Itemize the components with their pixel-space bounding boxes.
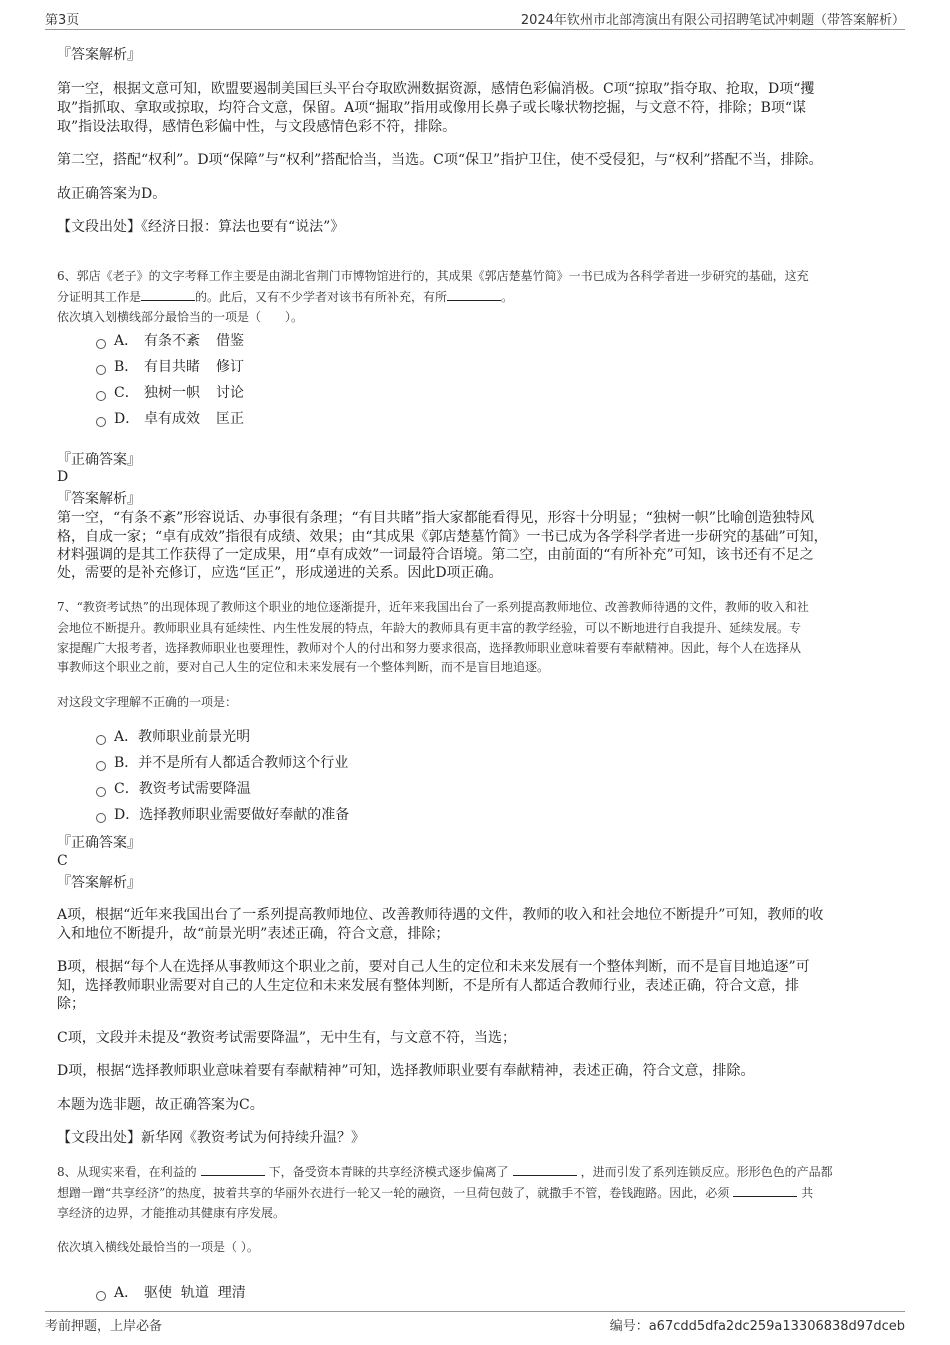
option-label: A． [114, 729, 139, 745]
q6-option-c[interactable] [96, 383, 244, 403]
q7-analysis-line: D项，根据“选择教师职业意味着要有奉献精神”可知，选择教师职业要有奉献精神，表述正确，符合文意，排除。 [57, 1063, 755, 1079]
q8-stem-text: 想蹭一蹭“共享经济”的热度，披着共享的华丽外衣进行一轮又一轮的融资，一旦荷包鼓了，就撒手不管，卷钱跑路。因此，必须 [57, 1186, 730, 1200]
blank [513, 1175, 577, 1176]
option-text: 驱使 轨道 理清 [144, 1285, 246, 1301]
q5-conclusion: 故正确答案为D。 [57, 186, 167, 202]
q5-analysis-line: 取”指设法取得，感情色彩偏中性，与文段感情色彩不符，排除。 [57, 119, 457, 135]
q7-option-b[interactable] [96, 753, 348, 773]
option-word: 匡正 [216, 411, 244, 427]
q5-analysis-line: 第一空，根据文意可知，欧盟要遏制美国巨头平台夺取欧洲数据资源，感情色彩偏消极。C项“掠取”指夺取、抢取，D项“攫 [57, 81, 815, 97]
blank [447, 300, 501, 301]
q7-analysis-line: A项，根据“近年来我国出台了一系列提高教师地位、改善教师待遇的文件，教师的收入和社会地位不断提升”可知，教师的收 [57, 907, 824, 923]
q6-option-b[interactable] [96, 357, 244, 377]
q5-analysis-line: 取”指抓取、拿取或掠取，均符合文意，保留。A项“掘取”指用或像用长鼻子或长喙状物挖掘，与文意不符，排除；B项“谋 [57, 100, 807, 116]
q7-analysis-line: 知，选择教师职业需要对自己的人生定位和未来发展有整体判断，不是所有人都适合教师行业，表述正确，符合文意，排 [57, 978, 799, 994]
q7-stem-line: 家提醒广大报考者，选择教师职业也要理性，教师对个人的付出和努力要求很高，选择教师职业意味着要有奉献精神。因此，每个人在选择从 [57, 641, 802, 655]
q7-stem-line: 事教师这个职业之前，要对自己人生的定位和未来发展有一个整体判断，而不是盲目地追逐。 [57, 660, 550, 674]
option-text: 教师职业前景光明 [138, 729, 251, 745]
option-word: 独树一帜 [144, 385, 200, 401]
q7-analysis-line: C项，文段并未提及“教资考试需要降温”，无中生有，与文意不符，当选； [57, 1030, 517, 1046]
q7-analysis-line: 入和地位不断提升，故“前景光明”表述正确，符合文意，排除； [57, 926, 450, 942]
q8-stem-line: 享经济的边界，才能推动其健康有序发展。 [57, 1206, 286, 1220]
option-word: 借鉴 [216, 333, 244, 349]
q8-stem-text: 8、从现实来看，在利益的 [57, 1165, 197, 1179]
option-text: 选择教师职业需要做好奉献的准备 [139, 807, 350, 823]
option-word: 有目共睹 [144, 359, 200, 375]
blank [733, 1196, 797, 1197]
radio-icon[interactable] [96, 1291, 106, 1301]
q7-stem-line: 7、“教资考试热”的出现体现了教师这个职业的地位逐渐提升，近年来我国出台了一系列提高教师地位、改善教师待遇的文件，教师的收入和社 [57, 600, 809, 614]
blank [141, 300, 195, 301]
q8-stem-text: ，进而引发了系列连锁反应。形形色色的产品都 [580, 1165, 833, 1179]
q7-option-c[interactable] [96, 779, 251, 799]
radio-icon[interactable] [96, 417, 106, 427]
q6-stem-line: 6、郭店《老子》的文字考释工作主要是由湖北省荆门市博物馆进行的，其成果《郭店楚墓竹简》一书已成为各科学者进一步研究的基础，这充 [57, 269, 809, 283]
q7-stem-line: 会地位不断提升。教师职业具有延续性、内生性发展的特点，年龄大的教师具有更丰富的教学经验，可以不断地进行自我提升、延续发展。专 [57, 621, 802, 635]
q8-question: 依次填入横线处最恰当的一项是（ ）。 [57, 1240, 259, 1254]
option-text: 并不是所有人都适合教师这个行业 [138, 755, 349, 771]
q7-answer: C [57, 853, 68, 869]
q6-analysis-line: 格，自成一家；“卓有成效”指很有成绩、效果；由“其成果《郭店楚墓竹简》一书已成为各学科学者进一步研究的基础”可知， [57, 529, 828, 545]
option-word: 讨论 [216, 385, 244, 401]
document-title: 2024年钦州市北部湾演出有限公司招聘笔试冲刺题（带答案解析） [520, 13, 905, 28]
q8-option-a[interactable] [96, 1283, 246, 1303]
q6-stem-text: 。 [501, 290, 514, 304]
q6-stem-line [57, 287, 513, 307]
q7-option-a[interactable] [96, 727, 250, 747]
q7-conclusion: 本题为选非题，故正确答案为C。 [57, 1097, 264, 1113]
q6-stem-text: 分证明其工作是 [57, 290, 142, 304]
q7-question: 对这段文字理解不正确的一项是： [57, 695, 238, 709]
radio-icon[interactable] [96, 735, 106, 745]
radio-icon[interactable] [96, 391, 106, 401]
q6-analysis-line: 材料强调的是其工作获得了一定成果，用“卓有成效”一词最符合语境。第二空，由前面的“有所补充”可知，该书还有不足之 [57, 547, 814, 563]
q6-analysis-line: 处，需要的是补充修订，应选“匡正”，形成递进的关系。因此D项正确。 [57, 565, 503, 581]
q7-option-d[interactable] [96, 805, 349, 825]
q6-stem-text: 的。此后，又有不少学者对该书有所补充，有所 [195, 290, 448, 304]
q8-stem-text: 共 [801, 1186, 814, 1200]
header-divider [45, 29, 905, 30]
radio-icon[interactable] [96, 365, 106, 375]
q6-analysis-line: 第一空，“有条不紊”形容说话、办事很有条理；“有目共睹”指大家都能看得见，形容十分明显；“独树一帜”比喻创造独特风 [57, 510, 814, 526]
q8-stem-line [57, 1162, 833, 1182]
option-word: 修订 [216, 359, 244, 375]
q6-option-a[interactable] [96, 331, 244, 351]
option-label: D． [114, 807, 140, 823]
q8-stem-line [57, 1183, 813, 1203]
q6-answer: D [57, 469, 69, 485]
option-word: 卓有成效 [144, 411, 200, 427]
q7-analysis-line: 除； [57, 996, 85, 1012]
q5-source: 【文段出处】《经济日报：算法也要有“说法”》 [57, 219, 345, 235]
radio-icon[interactable] [96, 813, 106, 823]
option-label: D． [114, 411, 140, 427]
radio-icon[interactable] [96, 787, 106, 797]
option-label: B． [114, 359, 139, 375]
q7-answer-label: 『正确答案』 [57, 835, 141, 851]
option-label: C． [114, 781, 139, 797]
option-label: B． [114, 755, 139, 771]
q5-analysis-label: 『答案解析』 [57, 47, 141, 63]
q6-question: 依次填入划横线部分最恰当的一项是（ ）。 [57, 310, 304, 324]
q6-analysis-label: 『答案解析』 [57, 491, 141, 507]
q8-stem-text: 下，备受资本青睐的共享经济模式逐步偏离了 [268, 1165, 509, 1179]
option-text: 教资考试需要降温 [138, 781, 251, 797]
radio-icon[interactable] [96, 761, 106, 771]
footer-divider [45, 1311, 905, 1312]
option-word: 有条不紊 [144, 333, 200, 349]
option-label: A． [114, 1285, 139, 1301]
option-label: C． [114, 385, 139, 401]
q7-analysis-line: B项，根据“每个人在选择从事教师这个职业之前，要对自己人生的定位和未来发展有一个整体判断，而不是盲目地追逐”可 [57, 959, 810, 975]
q7-analysis-label: 『答案解析』 [57, 875, 141, 891]
option-label: A． [114, 333, 139, 349]
page-number: 第3页 [45, 13, 80, 28]
q7-source: 【文段出处】新华网《教资考试为何持续升温？》 [57, 1130, 365, 1146]
q6-answer-label: 『正确答案』 [57, 452, 141, 468]
blank [201, 1175, 265, 1176]
radio-icon[interactable] [96, 339, 106, 349]
q5-analysis-line: 第二空，搭配“权利”。D项“保障”与“权利”搭配恰当，当选。C项“保卫”指护卫住，使不受侵犯，与“权利”搭配不当，排除。 [57, 152, 823, 168]
document-id: 编号：a67cdd5dfa2dc259a13306838d97dceb [609, 1319, 905, 1334]
q6-option-d[interactable] [96, 409, 244, 429]
footer-slogan: 考前押题，上岸必备 [45, 1319, 163, 1334]
